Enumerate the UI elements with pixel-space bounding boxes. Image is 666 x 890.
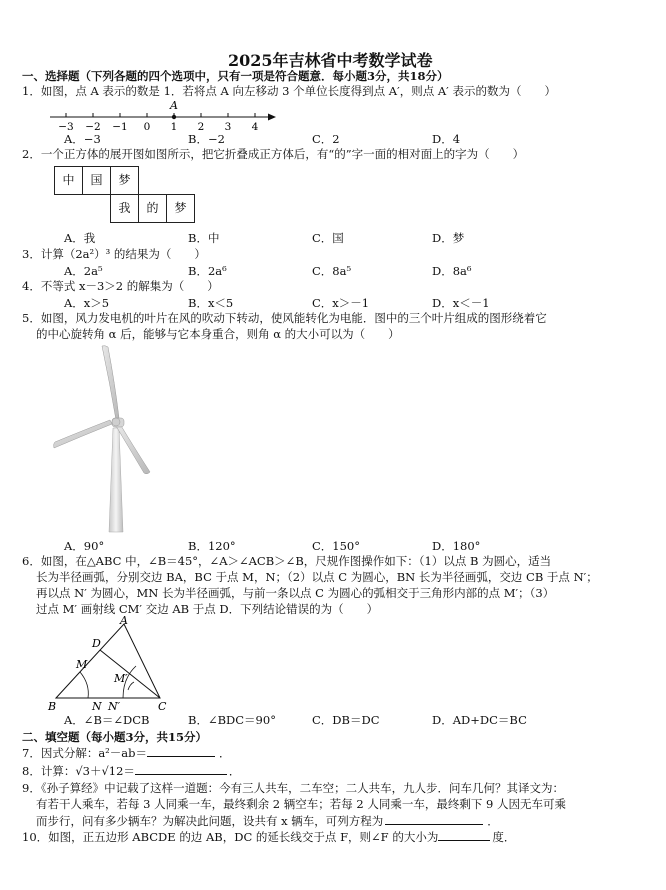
q1-option-b[interactable]: B．−2 [188, 132, 225, 146]
q10-stem [22, 829, 515, 845]
q6-triangle-figure [46, 616, 176, 712]
q8-answer-blank[interactable] [135, 763, 227, 775]
q2-option-d[interactable]: D．梦 [432, 231, 465, 245]
page-title: 2025年吉林省中考数学试卷 [228, 51, 433, 70]
q6-stem-line2: 长为半径画弧，分别交边 BA，BC 于点 M，N；（2）以点 C 为圆心，BN 长为半径画弧，交边 CB 于点 N′； [36, 570, 598, 584]
q7-end: ． [219, 746, 231, 760]
q2-net-cell: 的 [138, 194, 167, 223]
q2-net-cell: 中 [54, 166, 83, 195]
q5-option-a[interactable]: A．90° [64, 539, 105, 553]
q5-option-c[interactable]: C．150° [312, 539, 360, 553]
q1-axis-tick-label: −3 [58, 121, 74, 132]
q1-number-line [48, 98, 278, 132]
q1-axis-tick-label: 2 [197, 121, 205, 132]
q2-net-cell: 我 [110, 194, 139, 223]
q7-text: 7．因式分解：a²－ab＝ [22, 746, 147, 760]
q9-answer-blank[interactable] [385, 813, 483, 825]
q6-label-m-prime: M′ [114, 672, 128, 685]
q6-stem-line1: 6．如图，在△ABC 中，∠B＝45°，∠A＞∠ACB＞∠B，尺规作图操作如下：（1）以点 B 为圆心，适当 [22, 554, 552, 568]
q9-stem-line3 [36, 813, 499, 829]
q3-option-d[interactable]: D．8a⁶ [432, 264, 472, 278]
q9-text: 而步行，问有多少辆车？为解决此问题，设共有 x 辆车，可列方程为 [36, 814, 384, 828]
q6-label-c: C [158, 700, 167, 712]
section-fill-heading: 二、填空题（每小题3分，共15分） [22, 730, 208, 744]
q1-point-a-label: A [170, 99, 178, 112]
q6-label-a: A [120, 616, 128, 627]
q6-label-n-prime: N′ [108, 700, 121, 712]
q4-option-c[interactable]: C．x＞－1 [312, 296, 370, 310]
q1-axis-tick-label: 1 [170, 121, 178, 132]
q4-option-a[interactable]: A．x＞5 [64, 296, 110, 310]
q2-option-a[interactable]: A．我 [64, 231, 96, 245]
q6-label-d: D [92, 637, 101, 650]
q5-stem-line1: 5．如图，风力发电机的叶片在风的吹动下转动，使风能转化为电能．图中的三个叶片组成的图形绕着它 [22, 311, 547, 325]
q1-stem: 1．如图，点 A 表示的数是 1．若将点 A 向左移动 3 个单位长度得到点 A′，则点 A′ 表示的数为（ ） [22, 84, 556, 98]
q7-stem [22, 745, 231, 761]
q6-option-a[interactable]: A．∠B＝∠DCB [64, 713, 150, 727]
q2-option-c[interactable]: C．国 [312, 231, 344, 245]
q1-axis-tick-label: −2 [85, 121, 101, 132]
q8-end: ． [228, 764, 241, 778]
q2-option-b[interactable]: B．中 [188, 231, 220, 245]
q1-option-a[interactable]: A．−3 [64, 132, 101, 146]
q10-end: 度． [492, 830, 516, 844]
q3-stem: 3．计算（2a²）³ 的结果为（ ） [22, 247, 206, 261]
section-choice-heading: 一、选择题（下列各题的四个选项中，只有一项是符合题意．每小题3分，共18分） [22, 69, 449, 83]
q2-stem: 2．一个正方体的展开图如图所示，把它折叠成正方体后，有“的”字一面的相对面上的字为（ ） [22, 147, 525, 161]
q3-option-a[interactable]: A．2a⁵ [64, 264, 103, 278]
q1-axis-tick-label: −1 [112, 121, 128, 132]
q6-label-n: N [92, 700, 102, 712]
q6-option-b[interactable]: B．∠BDC＝90° [188, 713, 276, 727]
q6-option-c[interactable]: C．DB＝DC [312, 713, 380, 727]
q10-answer-blank[interactable] [438, 829, 490, 841]
q1-option-d[interactable]: D．4 [432, 132, 461, 146]
q4-option-d[interactable]: D．x＜－1 [432, 296, 490, 310]
q1-axis-tick-label: 3 [224, 121, 232, 132]
q4-option-b[interactable]: B．x＜5 [188, 296, 234, 310]
q5-option-b[interactable]: B．120° [188, 539, 236, 553]
q5-option-d[interactable]: D．180° [432, 539, 481, 553]
q1-axis-tick-label: 0 [143, 121, 151, 132]
q5-stem-line2: 的中心旋转角 α 后，能够与它本身重合，则角 α 的大小可以为（ ） [36, 327, 400, 341]
q3-option-c[interactable]: C．8a⁵ [312, 264, 352, 278]
q9-end: ． [487, 814, 499, 828]
q9-stem-line1: 9．《孙子算经》中记载了这样一道题：今有三人共车，二车空；二人共车，九人步．问车几何？其译文为： [22, 781, 565, 795]
q3-option-b[interactable]: B．2a⁶ [188, 264, 227, 278]
q6-stem-line4: 过点 M′ 画射线 CM′ 交边 AB 于点 D．下列结论错误的为（ ） [36, 602, 379, 616]
q9-stem-line2: 有若干人乘车，若每 3 人同乘一车，最终剩余 2 辆空车；若每 2 人同乘一车，最终剩下 9 人因无车可乘 [36, 797, 567, 811]
q6-label-b: B [48, 700, 57, 712]
q6-option-d[interactable]: D．AD+DC＝BC [432, 713, 527, 727]
q10-text: 10．如图，正五边形 ABCDE 的边 AB，DC 的延长线交于点 F，则∠F 的大小为 [22, 830, 439, 844]
q7-answer-blank[interactable] [147, 745, 215, 757]
q1-axis-tick-label: 4 [251, 121, 259, 132]
q2-net-cell: 梦 [110, 166, 139, 195]
q1-option-c[interactable]: C．2 [312, 132, 340, 146]
q6-label-m: M [76, 658, 88, 671]
q5-wind-turbine-image [52, 344, 172, 534]
q6-stem-line3: 再以点 N′ 为圆心，MN 长为半径画弧，与前一条以点 C 为圆心的弧相交于三角形内部的点 M′；（3） [36, 586, 555, 600]
q2-net-cell: 国 [82, 166, 111, 195]
q4-stem: 4．不等式 x－3＞2 的解集为（ ） [22, 279, 219, 293]
q8-text: 8．计算：√3＋√12＝ [22, 764, 135, 778]
q8-stem [22, 763, 240, 779]
q2-net-cell: 梦 [166, 194, 195, 223]
q1-point-a-dot [172, 115, 176, 119]
